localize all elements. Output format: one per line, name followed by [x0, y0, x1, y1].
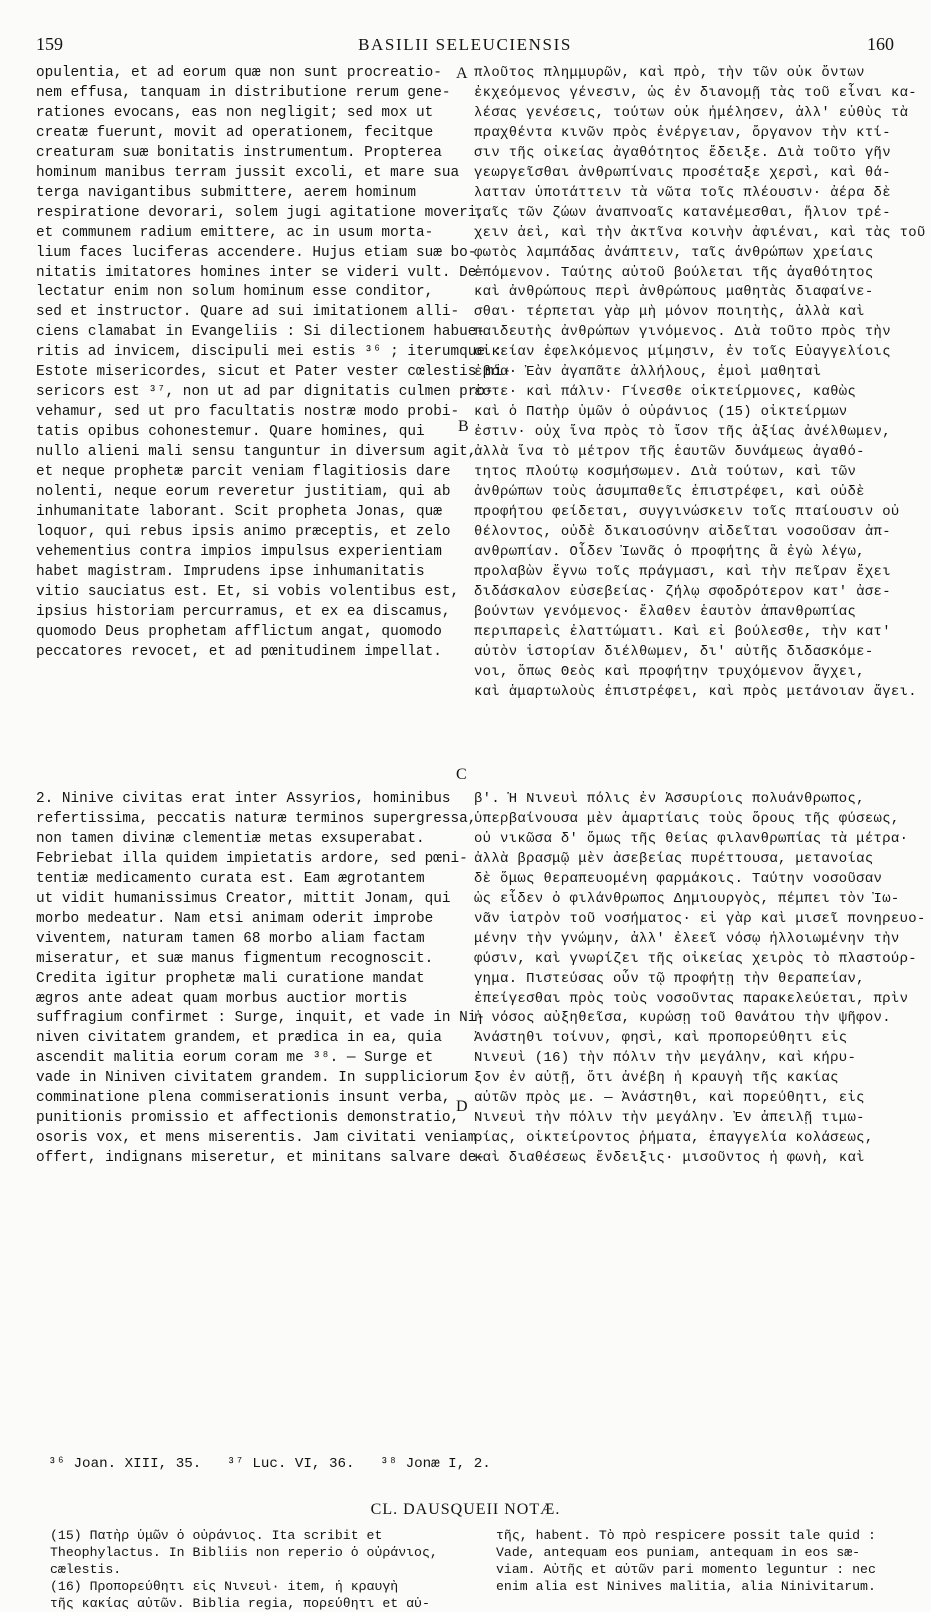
page-header	[36, 34, 894, 58]
margin-marker-b: B	[458, 418, 469, 435]
running-title: BASILII SELEUCIENSIS	[358, 35, 572, 54]
greek-column-section-2: β'. Ἡ Νινευὶ πόλις ἐν Ἀσσυρίοις πολυάνθρωπος, ὑπερβαίνουσα μὲν ἁμαρτίαις τοὺς ὅρους τῆς φύσεως, οὐ νικῶσα δ' ὅμως τῆς θείας φιλανθρωπίας τὰ μέτρα· ἀλλὰ βρασμῷ μὲν ἀσεβείας πυρέττουσα, μετανοίας δὲ ὅμως θεραπευομένη φαρμάκοις. Ταύτην νοσοῦσαν ὡς εἶδεν ὁ φιλάνθρωπος Δημιουργὸς, πέμπει τὸν Ἰω- νᾶν ἰατρὸν τοῦ νοσήματος· εἰ γὰρ καὶ μισεῖ πονηρευο- μένην τὴν γνώμην, ἀλλ' ἐλεεῖ νόσῳ ἠλλοιωμένην τὴν φύσιν, καὶ γνωρίζει τῆς οἰκείας χειρὸς τὸ πλαστούρ- γημα. Πιστεύσας οὖν τῷ προφήτῃ τὴν θεραπείαν, ἐπείγεσθαι πρὸς τοὺς νοσοῦντας παρακελεύεται, πρὶν ἡ νόσος αὐξηθεῖσα, κυρώσῃ τοῦ θανάτου τὴν ψῆφον. Ἀνάστηθι τοίνυν, φησὶ, καὶ προπορεύθητι εἰς Νινευὶ (16) τὴν πόλιν τὴν μεγάλην, καὶ κήρυ- ξον ἐν αὐτῇ, ὅτι ἀνέβη ἡ κραυγὴ τῆς κακίας αὐτῶν πρὸς με. — Ἀνάστηθι, καὶ πορεύθητι, εἰς Νινευὶ τὴν πόλιν τὴν μεγάλην. Ἐν ἀπειλῇ τιμω- ρίας, οἰκτείροντος ῥήματα, ἐπαγγελία κολάσεως, καὶ διαθέσεως ἔνδειξις· μισοῦντος ἡ φωνὴ, καὶ	[474, 791, 926, 1167]
latin-column-section-2: 2. Ninive civitas erat inter Assyrios, hominibus refertissima, peccatis naturæ terminos supergressa, non tamen divinæ clementiæ metas exsuperabat. Febriebat illa quidem impietatis ardore, sed pœni- tentiæ medicamento curata est. Eam ægrotantem ut vidit humanissimus Creator, mittit Jonam, qui morbo medeatur. Nam etsi animam oderit improbe viventem, naturam tamen 68 morbo aliam factam miseratur, et suæ manus figmentum recognoscit. Credita igitur prophetæ mali curatione mandat ægros ante adeat quam morbus auctior mortis suffragium confirmet : Surge, inquit, et vade in Ni- niven civitatem grandem, et prædica in ea, quia ascendit malitia eorum coram me ³⁸. — Surge et vade in Niniven civitatem grandem. In suppliciorum comminatione plena commiserationis insunt verba, punitionis promissio et affectionis demonstratio, osoris vox, et mens miserentis. Jam civitati veniam offert, indignans miseretur, et minitans salvare de-	[36, 791, 486, 1167]
margin-marker-d: D	[456, 1098, 468, 1115]
page-number-left: 159	[36, 34, 63, 54]
page-number-right: 160	[867, 34, 894, 54]
notes-left-column: (15) Πατὴρ ὑμῶν ὁ οὐράνιος. Ita scribit et Theophylactus. In Bibliis non reperio ὁ οὐράνιος, cælestis. (16) Προπορεύθητι εἰς Νινευὶ· item, ἡ κραυγὴ τῆς κακίας αὐτῶν. Biblia regia, πορεύθητι et αὐ-	[50, 1528, 438, 1611]
notes-right-column: τῆς, habent. Τὸ πρὸ respicere possit tale quid : Vade, antequam eos puniam, antequam in eos sæ- viam. Αὐτῆς et αὐτῶν pari momento leguntur : nec enim alia est Ninives malitia, alia Ninivitarum.	[496, 1528, 876, 1594]
footnotes: ³⁶ Joan. XIII, 35. ³⁷ Luc. VI, 36. ³⁸ Jonæ I, 2.	[48, 1456, 491, 1472]
greek-column-section-1: πλοῦτος πλημμυρῶν, καὶ πρὸ, τὴν τῶν οὐκ ὄντων ἐκχεόμενος γένεσιν, ὡς ἐν διανομῇ τὰς τοῦ εἶναι κα- λέσας γενέσεις, τούτων οὐκ ἠμέλησεν, ἀλλ' εὐθὺς τὰ πραχθέντα κινῶν πρὸς ἐνέργειαν, ὄργανον τὴν κτί- σιν τῆς οἰκείας ἀγαθότητος ἔδειξε. Διὰ τοῦτο γῆν γεωργεῖσθαι ἀνθρωπίναις προσέταξε χερσὶ, καὶ θά- λατταν ὑποτάττειν τὰ νῶτα τοῖς πλέουσιν· ἀέρα δὲ ταῖς τῶν ζώων ἀναπνοαῖς κατανέμεσθαι, ἥλιον τρέ- χειν ἀεὶ, καὶ τὴν ἀκτῖνα κοινὴν ἀφιέναι, καὶ τὰς τοῦ φωτὸς λαμπάδας ἀνάπτειν, ταῖς ἀνθρώπων χρείαις ἑπόμενον. Ταύτης αὐτοῦ βούλεται τῆς ἀγαθότητος καὶ ἀνθρώπους περὶ ἀνθρώπους μαθητὰς διαφαίνε- σθαι· τέρπεται γὰρ μὴ μόνον ποιητὴς, ἀλλὰ καὶ παιδευτὴς ἀνθρώπων γινόμενος. Διὰ τοῦτο πρὸς τὴν οἰκείαν ἐφελκόμενος μίμησιν, ἐν τοῖς Εὐαγγελίοις ἐβόα· Ἐὰν ἀγαπᾶτε ἀλλήλους, ἐμοὶ μαθηταὶ ἐστε· καὶ πάλιν· Γίνεσθε οἰκτείρμονες, καθὼς καὶ ὁ Πατὴρ ὑμῶν ὁ οὐράνιος (15) οἰκτείρμων ἐστιν· οὐχ ἵνα πρὸς τὸ ἴσον τῆς ἀξίας ἀνέλθωμεν, ἀλλὰ ἵνα τὸ μέτρον τῆς ἑαυτῶν δυνάμεως ἀγαθό- τητος πλούτῳ κοσμήσωμεν. Διὰ τούτων, καὶ τῶν ἀνθρώπων τοὺς ἀσυμπαθεῖς ἐπιστρέφει, καὶ οὐδὲ προφήτου φείδεται, συγγινώσκειν τοῖς πταίουσιν οὐ θέλοντος, οὐδὲ δικαιοσύνην αἰδεῖται νοσοῦσαν ἀπ- ανθρωπίαν. Οἶδεν Ἰωνᾶς ὁ προφήτης ἃ ἐγὼ λέγω, προλαβὼν ἔγνω τοῖς πράγμασι, καὶ τὴν πεῖραν ἔχει διδάσκαλον εὐσεβείας· ζήλῳ σφοδρότερον κατ' ἀσε- βούντων γενόμενος· ἔλαθεν ἑαυτὸν ἀπανθρωπίας περιπαρεὶς ἐλαττώματι. Καὶ εἰ βούλεσθε, τὴν κατ' αὐτὸν ἱστορίαν διέλθωμεν, δι' αὐτῆς διδασκόμε- νοι, ὅπως Θεὸς καὶ προφήτην τρυχόμενον ἄγχει, καὶ ἁμαρτωλοὺς ἐπιστρέφει, καὶ πρὸς μετάνοιαν ἄγει.	[474, 65, 926, 700]
margin-marker-a: A	[456, 65, 468, 82]
latin-column-section-1: opulentia, et ad eorum quæ non sunt procreatio- nem effusa, tanquam in distributione rerum gene- rationes evocans, eas non negligit; sed mox ut creatæ fuerunt, movit ad operationem, fecitque creaturam suæ bonitatis instrumentum. Propterea hominum manibus terram jussit excoli, et mare sua terga navigantibus submittere, aerem hominum respiratione devorari, solem jugi agitatione moveri, et communem radium emittere, ac in usum morta- lium faces luciferas accendere. Hujus etiam suæ bo- nitatis imitatores homines inter se videri vult. De- lectatur enim non solum hominum esse conditor, sed et instructor. Quare ad sui imitationem alli- ciens clamabat in Evangeliis : Si dilectionem habue- ritis ad invicem, discipuli mei estis ³⁶ ; iterumque : Estote misericordes, sicut et Pater vester cœlestis mi- sericors est ³⁷, non ut ad par dignitatis culmen pro- vehamur, sed ut pro facultatis nostræ modo probi- tatis opibus cohonestemur. Quare homines, qui nullo alieni mali sensu tanguntur in diversum agit, et neque prophetæ parcit veniam flagitiosis dare nolenti, neque eorum reveretur justitiam, qui ab inhumanitate laborant. Scit propheta Jonas, quæ loquor, qui rebus ipsis animo præceptis, et zelo vehementius contra impios impulsus experientiam habet magistram. Imprudens ipse inhumanitatis vitio sauciatus est. Et, si vobis volentibus est, ipsius historiam percurramus, et ex ea discamus, quomodo Deus prophetam afflictum angat, quomodo peccatores revocet, et ad pœnitudinem impellat.	[36, 65, 511, 660]
margin-marker-c: C	[456, 766, 467, 783]
notes-heading: CL. DAUSQUEII NOTÆ.	[370, 1501, 561, 1518]
